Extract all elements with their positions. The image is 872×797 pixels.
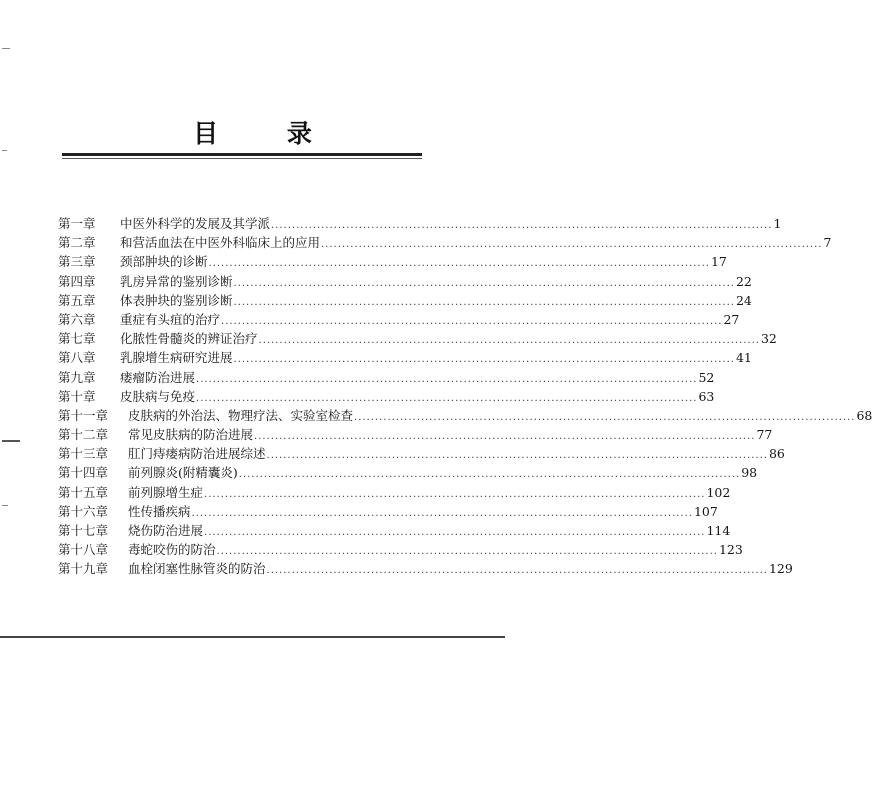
toc-chapter-number: 第八章 [58,350,96,366]
toc-entry [58,272,752,291]
toc-leader-dots: ........................................................................................................................ [233,296,735,308]
toc-page-number: 77 [756,427,773,443]
toc-chapter-number: 第四章 [58,273,96,289]
page-title: 目 录 [193,119,342,148]
toc-entry [58,348,752,367]
toc-chapter-title: 和营活血法在中医外科临床上的应用 [120,235,321,251]
toc-page-number: 27 [723,311,740,327]
toc-chapter-title: 毒蛇咬伤的防治 [128,542,216,558]
toc-page-number: 68 [856,407,872,423]
toc-chapter-number: 第十四章 [58,465,109,481]
toc-leader-dots: ........................................................................................................................ [208,258,710,270]
toc-chapter-number: 第一章 [58,216,96,231]
scan-edge-mark [2,150,7,151]
toc-chapter-title: 瘘瘤防治进展 [120,369,196,385]
toc-chapter-number: 第十六章 [58,503,109,519]
toc-chapter-title: 颈部肿块的诊断 [120,254,208,270]
toc-chapter-number: 第十八章 [58,542,109,558]
toc-chapter-number: 第九章 [58,369,96,385]
toc-page-number: 41 [735,350,752,366]
toc-leader-dots: ........................................................................................................................ [254,431,756,443]
toc-page-number: 114 [706,523,731,538]
toc-chapter-title: 常见皮肤病的防治进展 [128,427,254,443]
toc-entry [58,406,872,425]
toc-entry [58,540,743,559]
toc-entry [58,329,777,348]
toc-leader-dots: ........................................................................................................................ [204,527,706,538]
title-rule-thin [62,158,422,159]
toc-chapter-number: 第七章 [58,331,96,347]
toc-page-number: 24 [735,292,752,308]
toc-page-number: 32 [760,331,777,347]
toc-leader-dots: ........................................................................................................................ [266,450,768,462]
toc-chapter-title: 前列腺增生症 [128,484,204,500]
toc-chapter-title: 性传播疾病 [128,503,191,519]
toc-leader-dots: ........................................................................................................................ [258,335,760,347]
toc-page-number: 123 [718,542,743,558]
toc-entry [58,252,727,271]
toc-chapter-number: 第十九章 [58,561,109,577]
toc-chapter-title: 烧伤防治进展 [128,523,204,538]
toc-entry [58,387,715,406]
toc-chapter-number: 第十七章 [58,523,109,538]
toc-chapter-title: 皮肤病与免疫 [120,388,196,404]
toc-page-number: 98 [741,465,758,481]
toc-page-number: 86 [768,446,785,462]
toc-entry [58,214,782,233]
table-of-contents [58,214,872,579]
toc-leader-dots: ........................................................................................................................ [191,507,693,519]
toc-page-number: 107 [693,503,718,519]
toc-chapter-number: 第五章 [58,292,96,308]
toc-chapter-number: 第十三章 [58,446,109,462]
toc-leader-dots: ........................................................................................................................ [354,411,856,423]
toc-chapter-title: 体表肿块的鉴别诊断 [120,292,233,308]
bottom-rule [0,636,505,638]
scan-edge-mark [2,440,20,442]
toc-chapter-title: 血栓闭塞性脉管炎的防治 [128,561,266,577]
toc-chapter-title: 乳腺增生病研究进展 [120,350,233,366]
toc-chapter-title: 化脓性骨髓炎的辨证治疗 [120,331,258,347]
toc-chapter-number: 第十五章 [58,484,109,500]
toc-chapter-title: 乳房异常的鉴别诊断 [120,273,233,289]
toc-entry [58,425,773,444]
toc-chapter-number: 第十一章 [58,407,109,423]
toc-leader-dots: ........................................................................................................................ [233,277,735,289]
toc-page-number: 102 [706,484,731,500]
toc-leader-dots: ........................................................................................................................ [216,546,718,558]
toc-leader-dots: ........................................................................................................................ [196,392,698,404]
toc-chapter-number: 第六章 [58,311,96,327]
toc-chapter-number: 第二章 [58,235,96,251]
toc-chapter-number: 第十章 [58,388,96,404]
toc-entry [58,463,758,482]
toc-entry [58,483,731,502]
scan-edge-mark [2,505,8,506]
toc-chapter-number: 第三章 [58,254,96,270]
scan-edge-mark [2,48,10,49]
toc-page-number: 52 [698,369,715,385]
toc-entry [58,233,832,252]
toc-entry [58,521,731,540]
toc-page-number: 63 [698,388,715,404]
toc-page-number: 17 [710,254,727,270]
toc-chapter-title: 肛门痔瘘病防治进展综述 [128,446,266,462]
toc-page-number: 22 [735,273,752,289]
toc-chapter-title: 重症有头疽的治疗 [120,311,221,327]
toc-leader-dots: ........................................................................................................................ [271,220,773,231]
toc-entry [58,559,793,578]
toc-page-number: 129 [768,561,793,577]
toc-leader-dots: ........................................................................................................................ [204,488,706,500]
toc-leader-dots: ........................................................................................................................ [196,373,698,385]
toc-chapter-title: 中医外科学的发展及其学派 [120,216,271,231]
toc-chapter-number: 第十二章 [58,427,109,443]
toc-leader-dots: ........................................................................................................................ [238,469,741,481]
title-rule-thick [62,153,422,156]
toc-page-number: 1 [773,216,782,231]
toc-page-number: 7 [823,235,832,251]
toc-leader-dots: ........................................................................................................................ [266,565,768,577]
toc-entry [58,310,740,329]
toc-chapter-title: 前列腺炎(附精囊炎) [128,465,238,481]
toc-chapter-title: 皮肤病的外治法、物理疗法、实验室检查 [128,407,354,423]
toc-leader-dots: ........................................................................................................................ [321,239,823,251]
toc-entry [58,502,718,521]
toc-leader-dots: ........................................................................................................................ [233,354,735,366]
toc-entry [58,368,715,387]
toc-entry [58,444,785,463]
toc-entry [58,291,752,310]
toc-leader-dots: ........................................................................................................................ [221,315,723,327]
